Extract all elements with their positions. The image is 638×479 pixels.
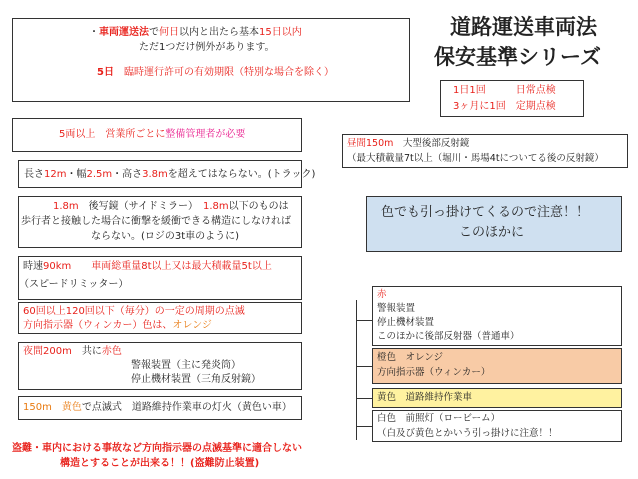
top-note-line2: ただ1つだけ例外があります。 bbox=[139, 42, 275, 53]
speed-line1: 時速90km 車両総重量8t以上又は最大積載量5t以上 bbox=[23, 261, 272, 272]
page-title-line2: 保安基準シリーズ bbox=[434, 45, 601, 69]
night-line2: 警報装置（主に発炎筒） bbox=[131, 360, 241, 371]
orange-line1: 橙色 オレンジ bbox=[377, 352, 444, 363]
yellow-flash-text: 150m 黄色で点滅式 道路維持作業車の灯火（黄色い車） bbox=[23, 402, 292, 413]
connector-yellow bbox=[356, 398, 372, 399]
connector-red bbox=[356, 320, 372, 321]
daytime-box bbox=[342, 134, 628, 168]
size-limit-box bbox=[18, 160, 316, 188]
winker-line2: 方向指示器（ウィンカー）色は、オレンジ bbox=[23, 320, 212, 331]
night-box bbox=[18, 342, 302, 390]
daytime-line2: （最大積載量7t以上（堀川・馬場4tについてる後の反射鏡） bbox=[347, 153, 604, 164]
yellow-car-line: 黄色 道路維持作業車 bbox=[377, 392, 473, 403]
top-note-line1: ・車両運送法で何日以内と出たら基本15日以内 bbox=[89, 27, 302, 38]
night-line3: 停止機材装置（三角反射鏡） bbox=[131, 374, 261, 385]
mirror-line3: ならない。(ロジの3t車のように) bbox=[91, 231, 240, 242]
night-line1: 夜間200m 共に赤色 bbox=[23, 346, 122, 357]
top-note-box bbox=[12, 18, 410, 102]
size-limit-text: 長さ12m・幅2.5m・高さ3.8mを超えてはならない。(トラック) bbox=[24, 169, 316, 180]
white-light-box bbox=[372, 410, 622, 442]
connector-orange bbox=[356, 366, 372, 367]
red-label: 赤 bbox=[377, 289, 387, 300]
mirror-box bbox=[18, 196, 302, 248]
winker-box bbox=[18, 302, 302, 334]
page-title-line1: 道路運送車両法 bbox=[450, 15, 597, 39]
inspection-daily: 1日1回 日常点検 bbox=[453, 85, 556, 96]
connector-vertical bbox=[356, 300, 357, 440]
daytime-line1: 昼間150m 大型後部反射鏡 bbox=[347, 138, 470, 149]
winker-line1: 60回以上120回以下（毎分）の一定の周期の点滅 bbox=[23, 306, 245, 317]
manager-box bbox=[12, 118, 302, 152]
yellow-flash-box bbox=[18, 396, 302, 420]
connector-white bbox=[356, 426, 372, 427]
emph-text: 車両運送法 bbox=[99, 27, 149, 38]
speed-line2: （スピードリミッター） bbox=[19, 279, 129, 290]
red-item-alarm: 警報装置 bbox=[377, 303, 416, 314]
orange-line2: 方向指示器（ウィンカー） bbox=[377, 367, 491, 378]
top-note-line3: 5日 臨時運行許可の有効期限（特別な場合を除く） bbox=[97, 67, 334, 78]
theft-note-line2: 構造とすることが出来る！！(盗難防止装置) bbox=[60, 458, 260, 469]
white-line2: （白及び黄色とかいう引っ掛けに注意！！ bbox=[377, 428, 558, 439]
red-item-reflector: このほかに後部反射器（普通車） bbox=[377, 331, 520, 342]
inspection-box bbox=[440, 80, 584, 117]
white-line1: 白色 前照灯（ロービーム） bbox=[377, 413, 501, 424]
red-item-stop: 停止機材装置 bbox=[377, 317, 435, 328]
speed-box bbox=[18, 256, 302, 300]
alert-line2: このほかに bbox=[459, 225, 525, 240]
red-light-box bbox=[372, 286, 622, 346]
mirror-line2: 歩行者と接触した場合に衝撃を緩衝できる構造にしなければ bbox=[21, 216, 291, 227]
alert-box bbox=[366, 196, 622, 252]
inspection-periodic: 3ヶ月に1回 定期点検 bbox=[453, 101, 556, 112]
orange-light-box bbox=[372, 348, 622, 384]
mirror-line1: 1.8m 後写鏡（サイドミラー） 1.8m以下のものは bbox=[53, 201, 289, 212]
theft-note-line1: 盗難・車内における事故など方向指示器の点滅基準に適合しない bbox=[12, 443, 302, 454]
yellow-car-box bbox=[372, 388, 622, 408]
alert-line1: 色でも引っ掛けてくるので注意！！ bbox=[381, 205, 590, 220]
manager-text: 5両以上 営業所ごとに整備管理者が必要 bbox=[59, 129, 246, 140]
